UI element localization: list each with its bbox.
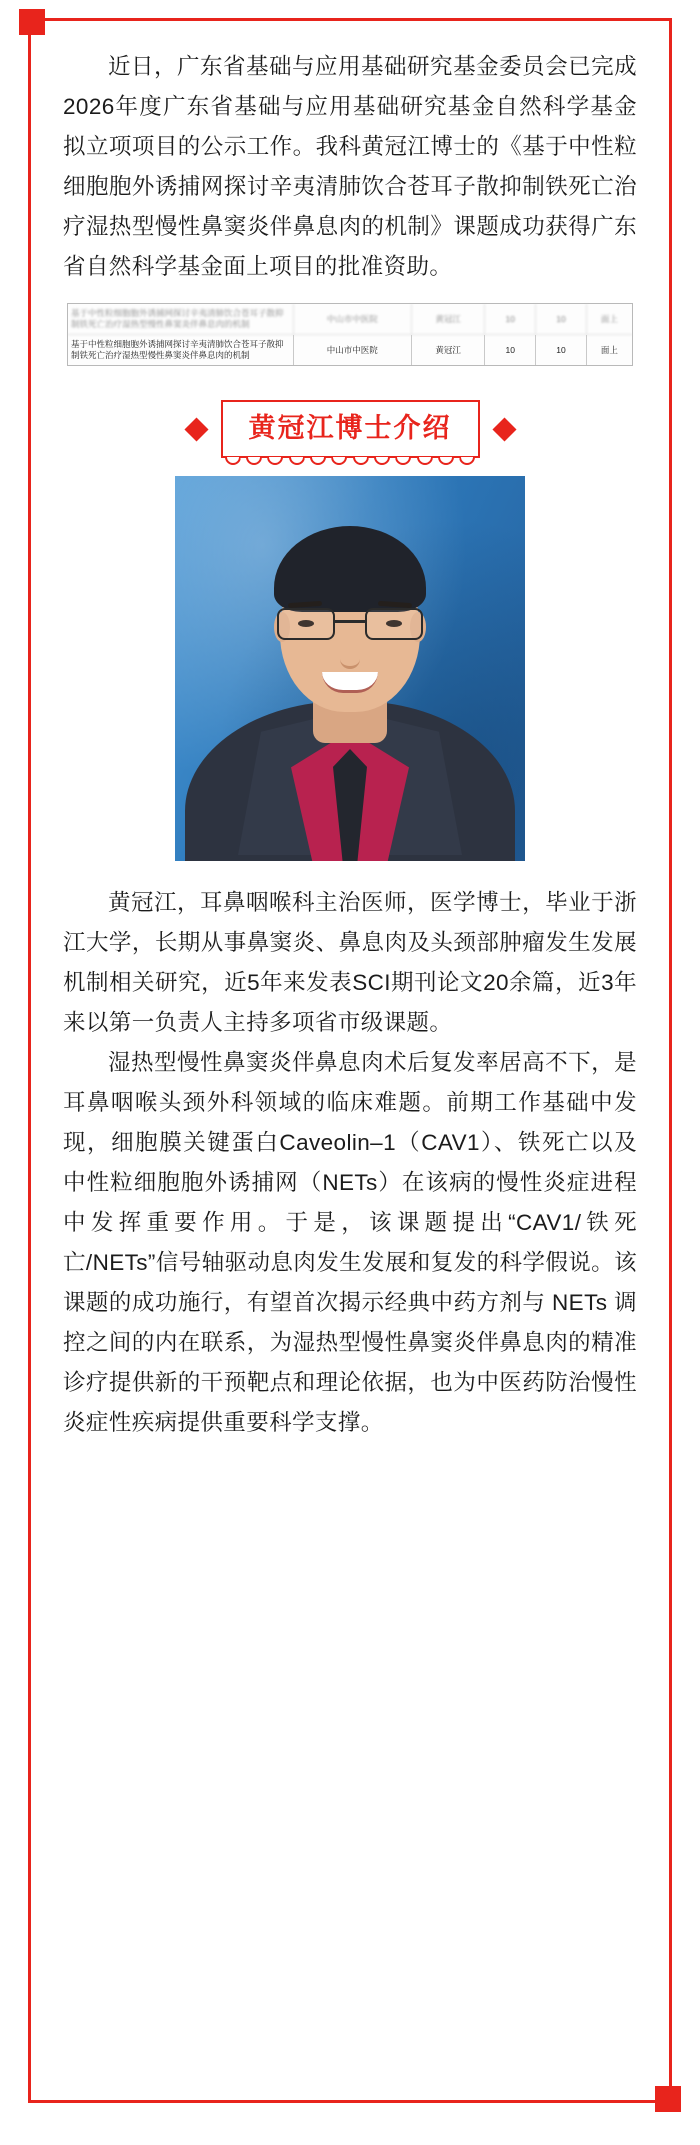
- portrait-photo: [175, 476, 525, 861]
- cell-amount-1: 10: [485, 304, 536, 334]
- cell-amount-2: 10: [536, 335, 587, 365]
- scallop-decoration: [225, 455, 476, 465]
- cell-amount-2: 10: [536, 304, 587, 334]
- cell-unit: 中山市中医院: [294, 335, 412, 365]
- table-row: [68, 335, 632, 365]
- section-title-row: [57, 400, 643, 458]
- section-title-box: [221, 400, 480, 458]
- cell-unit: 中山市中医院: [294, 304, 412, 334]
- diamond-left-icon: [184, 417, 208, 441]
- diamond-right-icon: [492, 417, 516, 441]
- intro-paragraph-block: [57, 47, 643, 287]
- approved-projects-table-figure: [67, 303, 633, 366]
- section-title: 黄冠江博士介绍: [248, 413, 452, 443]
- table-row: [68, 304, 632, 335]
- cell-amount-1: 10: [485, 335, 536, 365]
- cell-type: 面上: [600, 313, 618, 324]
- cell-type: 面上: [600, 344, 618, 355]
- portrait-photo-wrapper: [57, 476, 643, 861]
- cell-person: 黄冠江: [412, 304, 485, 334]
- bio-paragraph-block: [57, 883, 643, 1443]
- bio-paragraph-2: 湿热型慢性鼻窦炎伴鼻息肉术后复发率居高不下，是耳鼻咽喉头颈外科领域的临床难题。前期工作基础中发现，细胞膜关键蛋白Caveolin–1（CAV1）、铁死亡以及中性粒细胞胞外诱捕网（NETs）在该病的慢性炎症进程中发挥重要作用。于是，该课题提出“CAV1/铁死亡/NETs”信号轴驱动息肉发生发展和复发的科学假说。该课题的成功施行，有望首次揭示经典中药方剂与 NETs 调控之间的内在联系，为湿热型慢性鼻窦炎伴鼻息肉的精准诊疗提供新的干预靶点和理论依据，也为中医药防治慢性炎症性疾病提供重要科学支撑。: [63, 1050, 637, 1435]
- cell-person: 黄冠江: [412, 335, 485, 365]
- cell-project: 基于中性粒细胞胞外诱捕网探讨辛夷清肺饮合苍耳子散抑制铁死亡治疗湿热型慢性鼻窦炎伴鼻息肉的机制: [68, 304, 294, 334]
- decorative-red-frame: [28, 18, 672, 2103]
- intro-paragraph: 近日，广东省基础与应用基础研究基金委员会已完成2026年度广东省基础与应用基础研究基金自然科学基金拟立项项目的公示工作。我科黄冠江博士的《基于中性粒细胞胞外诱捕网探讨辛夷清肺饮合苍耳子散抑制铁死亡治疗湿热型慢性鼻窦炎伴鼻息肉的机制》课题成功获得广东省自然科学基金面上项目的批准资助。: [63, 54, 637, 279]
- bio-paragraph-1: 黄冠江，耳鼻咽喉科主治医师，医学博士，毕业于浙江大学，长期从事鼻窦炎、鼻息肉及头颈部肿瘤发生发展机制相关研究，近5年来发表SCI期刊论文20余篇，近3年来以第一负责人主持多项省市级课题。: [63, 890, 637, 1035]
- cell-project: 基于中性粒细胞胞外诱捕网探讨辛夷清肺饮合苍耳子散抑制铁死亡治疗湿热型慢性鼻窦炎伴鼻息肉的机制: [68, 335, 294, 365]
